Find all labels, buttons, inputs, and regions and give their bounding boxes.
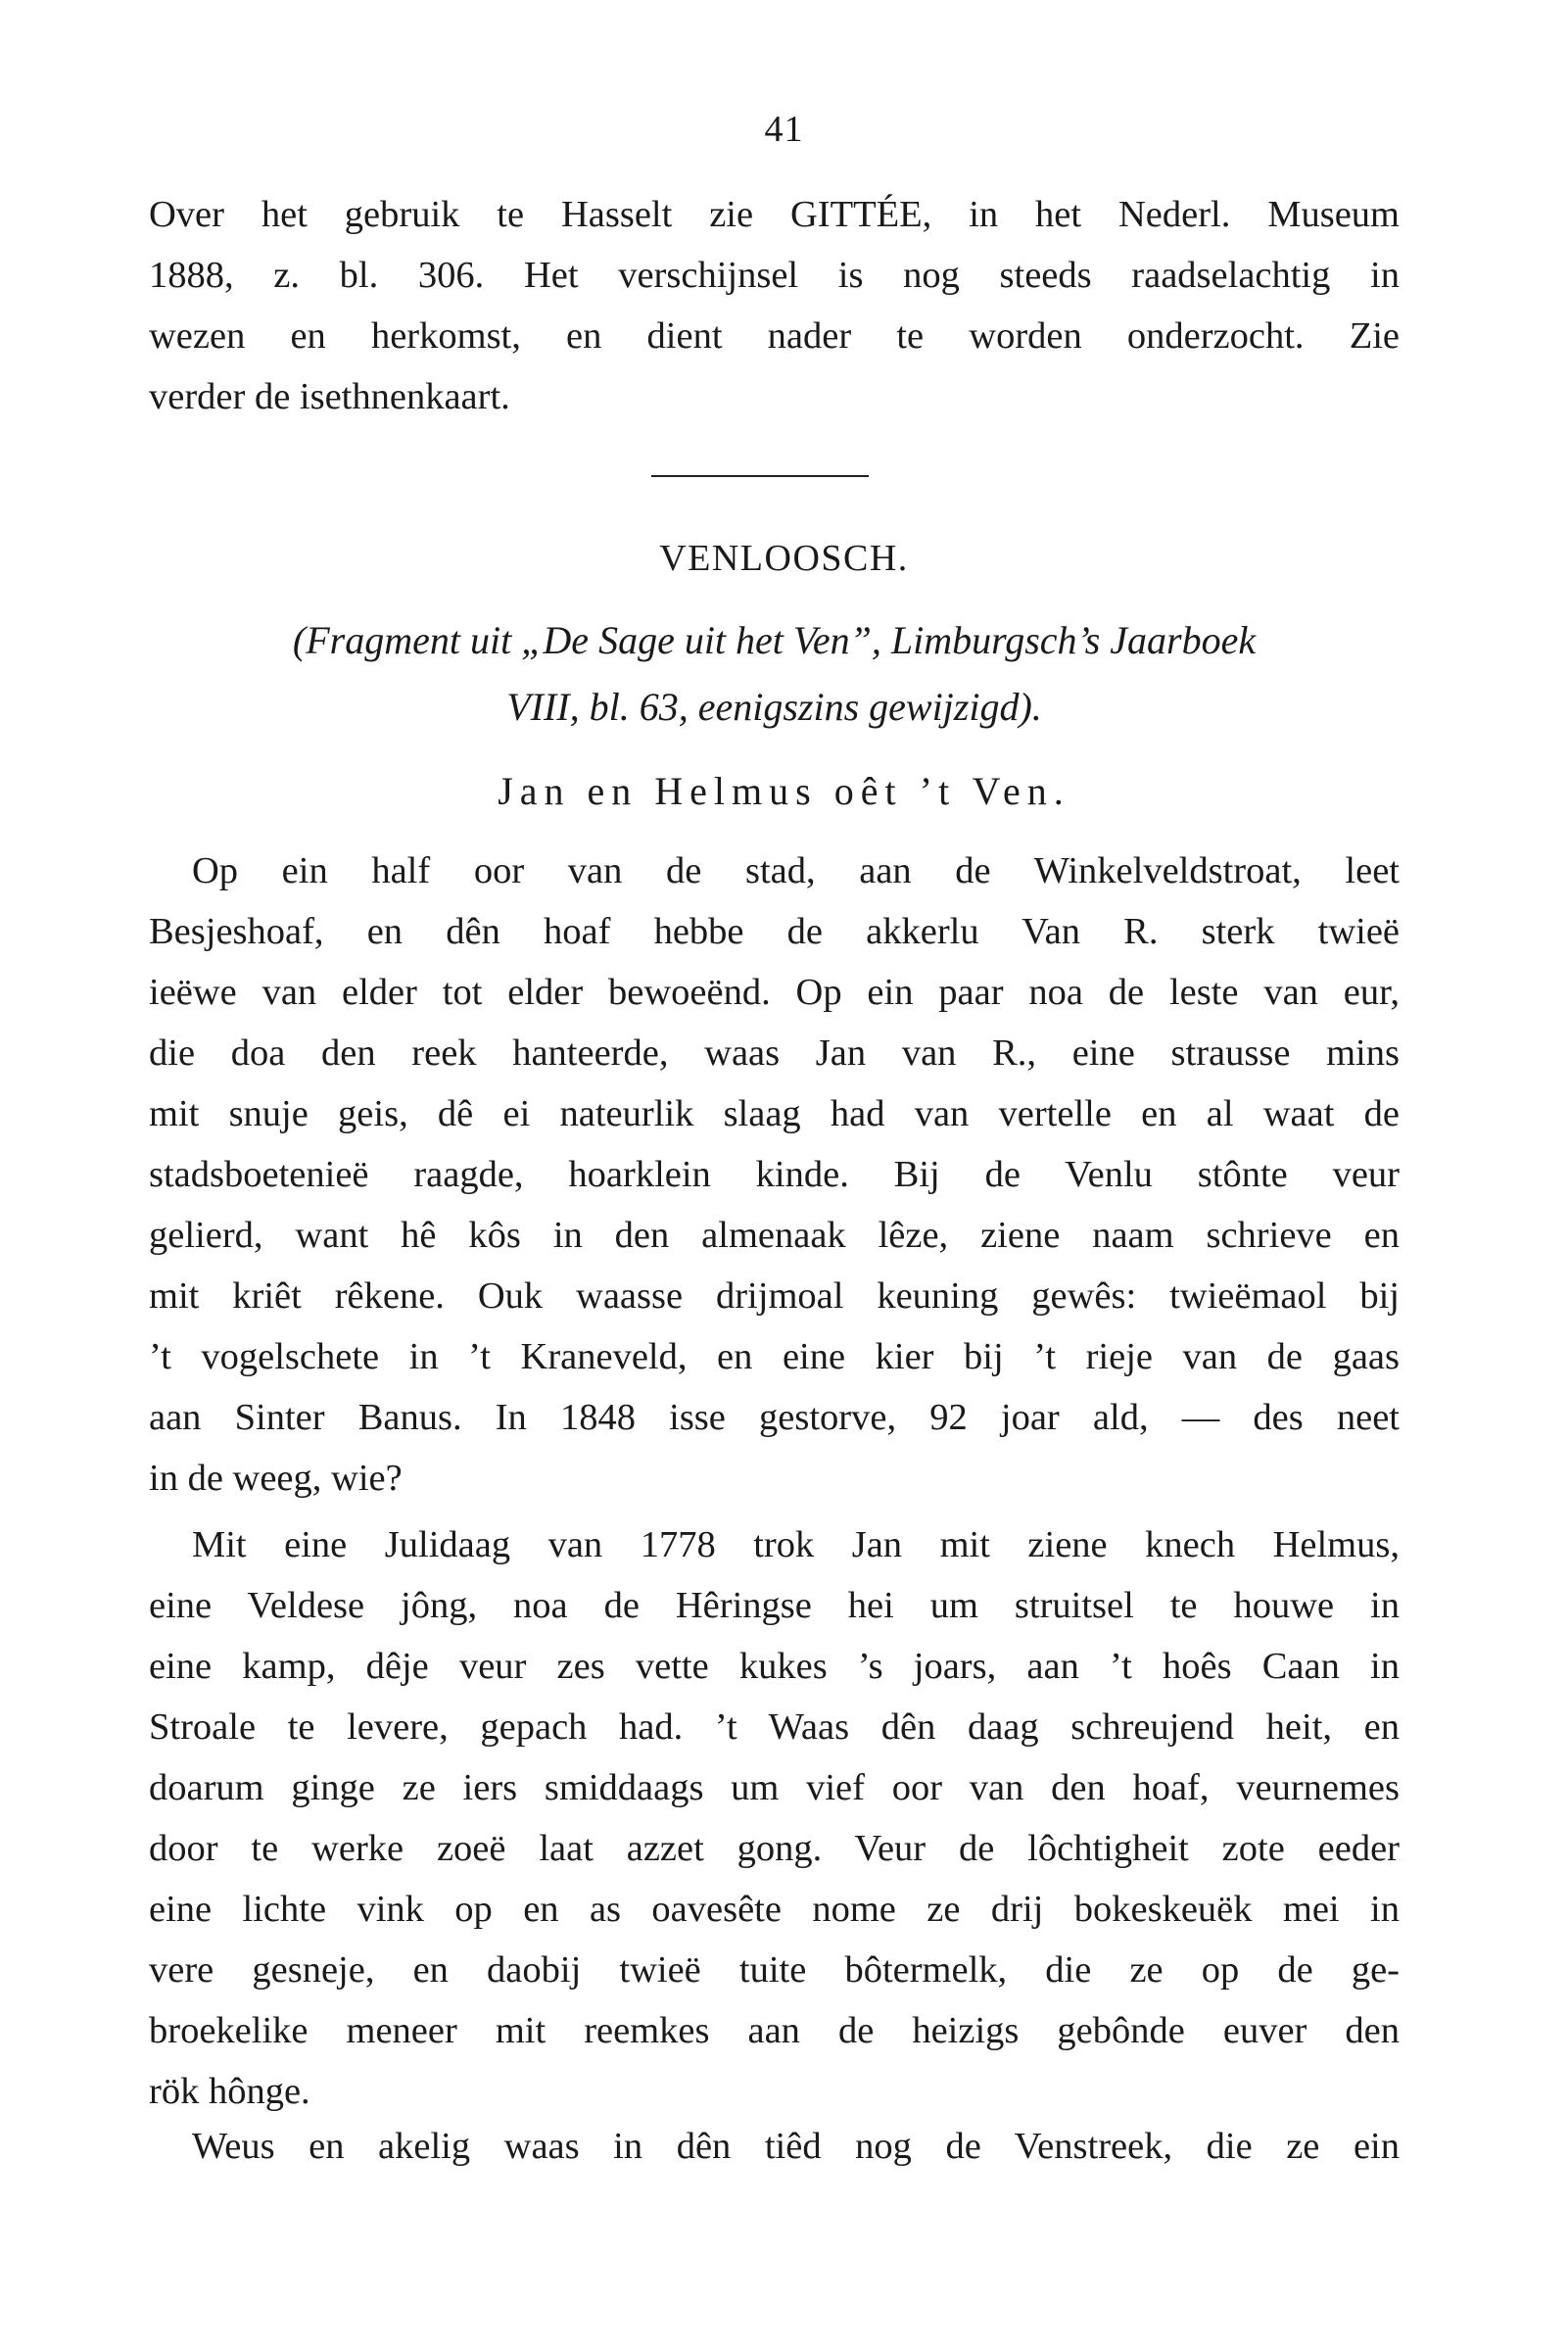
text-line: Mit eine Julidaag van 1778 trok Jan mit ziene knech Helmus, bbox=[192, 1524, 1400, 1565]
paragraph-1 bbox=[149, 840, 1400, 1509]
text-line: eine kamp, dêje veur zes vette kukes ’s joars, aan ’t hoês Caan in bbox=[149, 1646, 1400, 1687]
source-note bbox=[149, 607, 1400, 741]
section-divider bbox=[651, 475, 869, 477]
text-line: broekelike meneer mit reemkes aan de heizigs gebônde euver den bbox=[149, 2010, 1400, 2051]
text-line: Op ein half oor van de stad, aan de Winkelveldstroat, leet bbox=[192, 850, 1400, 891]
text-line: aan Sinter Banus. In 1848 isse gestorve, 92 joar ald, — des neet bbox=[149, 1397, 1400, 1438]
paragraph-3 bbox=[149, 2116, 1400, 2177]
text-line: stadsboetenieë raagde, hoarklein kinde. Bij de Venlu stônte veur bbox=[149, 1154, 1400, 1195]
section-title: VENLOOSCH. bbox=[659, 538, 909, 579]
text-line: doarum ginge ze iers smiddaags um vief oor van den hoaf, veurnemes bbox=[149, 1767, 1400, 1808]
text-line: eine lichte vink op en as oavesête nome ze drij bokeskeuëk mei in bbox=[149, 1889, 1400, 1930]
text-line: Weus en akelig waas in dên tiêd nog de Venstreek, die ze ein bbox=[192, 2126, 1400, 2167]
text-line: in de weeg, wie? bbox=[149, 1458, 403, 1499]
text-line: Besjeshoaf, en dên hoaf hebbe de akkerlu Van R. sterk twieë bbox=[149, 911, 1400, 952]
text-line: 1888, z. bl. 306. Het verschijnsel is nog steeds raadselachtig in bbox=[149, 255, 1400, 296]
text-line: eine Veldese jông, noa de Hêringse hei um struitsel te houwe in bbox=[149, 1585, 1400, 1626]
source-note-line: VIII, bl. 63, eenigszins gewijzigd). bbox=[506, 685, 1042, 729]
text-line: verder de isethnenkaart. bbox=[149, 376, 510, 417]
text-line: ’t vogelschete in ’t Kraneveld, en eine kier bij ’t rieje van de gaas bbox=[149, 1336, 1400, 1377]
text-line: door te werke zoeë laat azzet gong. Veur de lôchtigheit zote eeder bbox=[149, 1828, 1400, 1869]
intro-paragraph bbox=[149, 184, 1400, 427]
story-title: Jan en Helmus oêt ’t Ven. bbox=[498, 769, 1070, 813]
text-line: wezen en herkomst, en dient nader te worden onderzocht. Zie bbox=[149, 315, 1400, 357]
page-number: 41 bbox=[764, 109, 804, 150]
paragraph-2 bbox=[149, 1514, 1400, 2122]
text-line: rök hônge. bbox=[149, 2071, 310, 2112]
text-line: Over het gebruik te Hasselt zie GITTÉE, in het Nederl. Museum bbox=[149, 194, 1400, 235]
text-line: vere gesneje, en daobij twieë tuite bôtermelk, die ze op de ge- bbox=[149, 1949, 1400, 1991]
text-line: Stroale te levere, gepach had. ’t Waas dên daag schreujend heit, en bbox=[149, 1706, 1400, 1748]
text-line: mit snuje geis, dê ei nateurlik slaag had van vertelle en al waat de bbox=[149, 1093, 1400, 1134]
source-note-line: (Fragment uit „De Sage uit het Ven”, Limburgsch’s Jaarboek bbox=[292, 618, 1257, 662]
text-line: ieëwe van elder tot elder bewoeënd. Op ein paar noa de leste van eur, bbox=[149, 972, 1400, 1013]
text-line: gelierd, want hê kôs in den almenaak lêze, ziene naam schrieve en bbox=[149, 1215, 1400, 1256]
text-line: mit kriêt rêkene. Ouk waasse drijmoal keuning gewês: twieëmaol bij bbox=[149, 1275, 1400, 1317]
text-line: die doa den reek hanteerde, waas Jan van R., eine strausse mins bbox=[149, 1032, 1400, 1074]
